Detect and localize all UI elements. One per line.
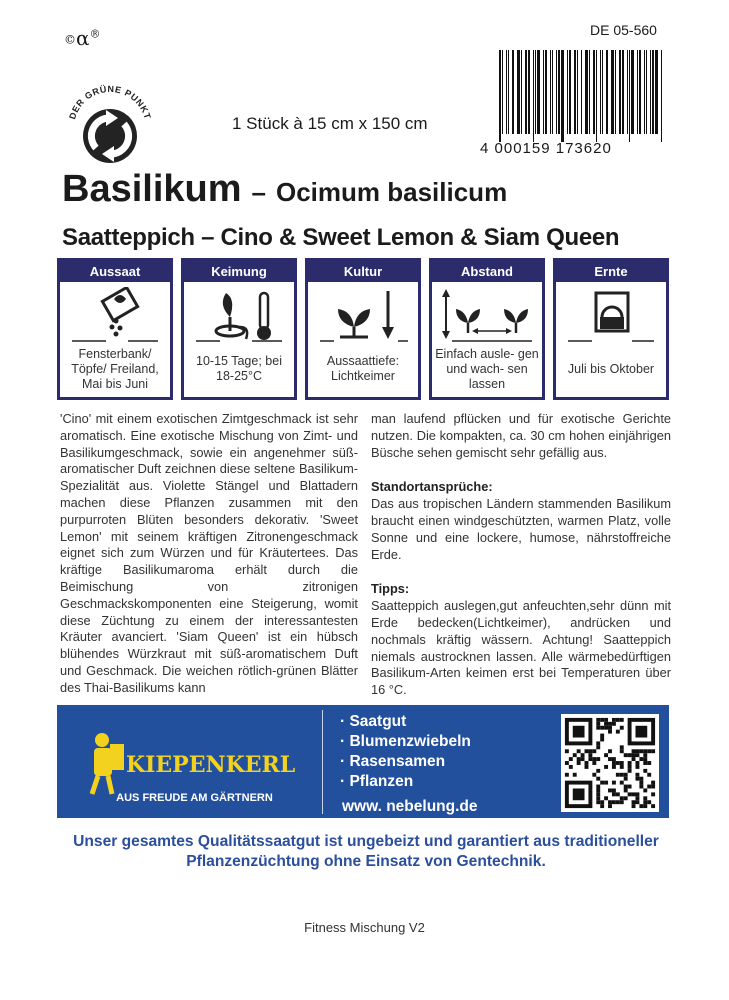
qr-module [588, 749, 592, 753]
qr-module [620, 761, 624, 765]
page-title [62, 168, 507, 211]
qr-module [612, 722, 616, 726]
barcode-bar [508, 50, 509, 134]
qr-module [635, 749, 639, 753]
barcode-bar [606, 50, 608, 134]
panel-label: Abstand [432, 261, 542, 282]
qr-module [635, 753, 639, 757]
qr-module [651, 749, 655, 753]
barcode-bar [650, 50, 651, 134]
qr-module [651, 804, 655, 808]
qr-module [596, 726, 600, 730]
qr-module [651, 785, 655, 789]
barcode-bar [600, 50, 601, 134]
qr-module [643, 796, 647, 800]
qr-module [647, 785, 651, 789]
spacing-arrows-icon [438, 287, 536, 343]
qr-module [592, 757, 596, 761]
panel-text: Einfach ausle- gen und wach- sen lassen [435, 346, 539, 391]
qr-module [612, 792, 616, 796]
product-item: · Blumenzwiebeln [340, 732, 471, 752]
qr-module [596, 745, 600, 749]
qr-module [635, 800, 639, 804]
qr-module [639, 749, 643, 753]
barcode-bar [550, 50, 551, 134]
subtitle: Saatteppich – Cino & Sweet Lemon & Siam Queen [62, 224, 620, 251]
qr-module [581, 757, 585, 761]
qr-module [632, 753, 636, 757]
barcode-bar [499, 50, 501, 142]
qr-module [588, 757, 592, 761]
qr-module [647, 800, 651, 804]
qr-module [565, 773, 569, 777]
qr-module [573, 773, 577, 777]
qr-module [569, 757, 573, 761]
barcode-bar [517, 50, 520, 134]
qr-module [596, 718, 600, 722]
qr-module [585, 749, 589, 753]
qr-module [639, 785, 643, 789]
qr-module [608, 722, 612, 726]
qr-module [608, 726, 612, 730]
barcode-bar [552, 50, 553, 134]
qr-module [596, 722, 600, 726]
panel-label: Aussaat [60, 261, 170, 282]
barcode-bar [661, 50, 662, 142]
latin-name: Ocimum basilicum [276, 177, 508, 207]
qr-module [616, 718, 620, 722]
barcode-bar [556, 50, 557, 134]
barcode-digits: 4 000159 173620 [480, 140, 612, 157]
qr-module [596, 757, 600, 761]
qr-module [635, 761, 639, 765]
qr-module [628, 761, 632, 765]
qr-module [639, 757, 643, 761]
qr-module [632, 800, 636, 804]
alpha-trademark-logo: ©α® [64, 26, 101, 50]
panel-label: Keimung [184, 261, 294, 282]
qr-module [608, 804, 612, 808]
qr-module [612, 781, 616, 785]
qr-module [581, 753, 585, 757]
barcode-bar [581, 50, 582, 134]
qr-module [624, 777, 628, 781]
qr-module [643, 769, 647, 773]
qr-module [569, 765, 573, 769]
info-column [371, 411, 671, 699]
barcode-bar [631, 50, 634, 134]
qr-module [643, 761, 647, 765]
qr-module [616, 761, 620, 765]
barcode-bar [622, 50, 624, 134]
seedling-thermometer-icon [190, 287, 288, 343]
barcode-bar [577, 50, 578, 134]
qr-module [643, 749, 647, 753]
qr-module [596, 792, 600, 796]
qr-module [596, 785, 600, 789]
qr-module [616, 773, 620, 777]
qr-module [620, 749, 624, 753]
qr-module [600, 738, 604, 742]
plant-name: Basilikum [62, 168, 242, 210]
qr-module [604, 796, 608, 800]
qr-module [600, 800, 604, 804]
qr-module [596, 796, 600, 800]
package-size: 1 Stück à 15 cm x 150 cm [232, 114, 428, 133]
qr-module [616, 792, 620, 796]
panel-aussaat [57, 258, 173, 400]
quality-note: Unser gesamtes Qualitätssaatgut ist ungebeizt und garantiert aus traditioneller Pflanzenzüchtung ohne Einsatz von Gentechnik. [73, 833, 659, 870]
qr-module [604, 726, 608, 730]
footer-text: Fitness Mischung V2 [304, 920, 425, 935]
qr-module [573, 753, 577, 757]
qr-module [596, 741, 600, 745]
qr-module [577, 749, 581, 753]
barcode-bar [506, 50, 507, 134]
qr-module [620, 781, 624, 785]
qr-module [620, 796, 624, 800]
barcode-bar [528, 50, 530, 134]
tips-heading: Tipps: [371, 581, 410, 597]
qr-module [608, 788, 612, 792]
qr-module [612, 800, 616, 804]
barcode-bar [574, 50, 576, 134]
qr-module [596, 800, 600, 804]
qr-code[interactable] [561, 714, 659, 812]
qr-module [620, 765, 624, 769]
barcode-bar [569, 50, 571, 134]
qr-module [643, 804, 647, 808]
qr-module [620, 800, 624, 804]
qr-module [600, 718, 604, 722]
qr-module [651, 781, 655, 785]
panel-ernte [553, 258, 669, 400]
band-divider [322, 710, 323, 814]
qr-module [604, 722, 608, 726]
qr-module [592, 749, 596, 753]
panel-text: Aussaattiefe: Lichtkeimer [326, 354, 400, 383]
panel-text: Fensterbank/ Töpfe/ Freiland, Mai bis Juni [71, 346, 159, 391]
green-dot-icon [60, 78, 160, 178]
qr-module [600, 804, 604, 808]
description-paragraph: 'Cino' mit einem exotischen Zimtgeschmack ist sehr aromatisch. Eine exotische Mischung von Zimt- und Basilikumgeschmack, sowie ein angenehmer süß-aromatischer Duft zeichnen diese seltene Basilikum-Spezialität aus. Violette Stängel und Blattadern machen diese Pflanzen zusammen mit den purpurroten Blüten besonders dekorativ. 'Sweet Lemon' mit seinem kräftigen Zitronengeschmack eignet sich zum Würzen und für Kräutertees. Das kräftige Basilikumaroma erhält durch die Beimischung von zitronigen Geschmackskomponenten eine Steigerung, womit diese Züchtung zu einem der interessantesten Kräuter avanciert. 'Siam Queen' ist ein hübsch blühendes Würzkraut mit süß-aromatischem Duft und Geschmack. Die weichen rötlich-grünen Blätter des Thai-Basilikums kann [60, 411, 358, 695]
barcode-bar [533, 50, 534, 142]
qr-module [635, 796, 639, 800]
qr-module [624, 753, 628, 757]
barcode-bar [627, 50, 628, 134]
description-text [60, 411, 358, 697]
qr-module [588, 753, 592, 757]
qr-module [592, 773, 596, 777]
harvest-basket-icon [562, 287, 660, 343]
barcode-bar [639, 50, 641, 134]
barcode-bar [652, 50, 654, 134]
product-item: · Saatgut [340, 712, 471, 732]
location-text: Das aus tropischen Ländern stammenden Basilikum braucht einen windgeschützten, warmen Platz, volle Sonne und eine lockere, humose, nährstoffreiche Erde. [371, 496, 671, 562]
qr-module [592, 761, 596, 765]
barcode-bar [637, 50, 638, 134]
qr-module [632, 792, 636, 796]
qr-module [612, 761, 616, 765]
qr-module [639, 781, 643, 785]
brand-name: KIEPENKERL [126, 752, 296, 778]
barcode-bar [596, 50, 597, 142]
barcode-bar [585, 50, 588, 134]
barcode [497, 50, 667, 142]
qr-module [604, 718, 608, 722]
panel-label: Kultur [308, 261, 418, 282]
qr-module [608, 800, 612, 804]
barcode-bar [535, 50, 536, 134]
qr-module [639, 777, 643, 781]
barcode-bar [502, 50, 503, 134]
qr-module [635, 765, 639, 769]
qr-module [635, 773, 639, 777]
qr-module [632, 804, 636, 808]
barcode-bar [537, 50, 540, 134]
qr-module [577, 757, 581, 761]
panel-kultur [305, 258, 421, 400]
barcode-bar [545, 50, 547, 134]
qr-module [624, 796, 628, 800]
qr-module [600, 726, 604, 730]
qr-module [612, 718, 616, 722]
qr-module [635, 726, 647, 738]
qr-module [635, 792, 639, 796]
article-number: DE 05-560 [590, 22, 657, 38]
qr-module [635, 777, 639, 781]
barcode-bar [611, 50, 614, 134]
qr-module [643, 800, 647, 804]
qr-module [628, 753, 632, 757]
barcode-bar [629, 50, 630, 142]
plant-shovel-icon [314, 287, 412, 343]
qr-module [585, 765, 589, 769]
qr-module [632, 749, 636, 753]
barcode-bar [589, 50, 590, 134]
qr-module [628, 765, 632, 769]
barcode-bar [655, 50, 658, 134]
barcode-bar [646, 50, 647, 134]
panel-label: Ernte [556, 261, 666, 282]
qr-module [608, 749, 612, 753]
qr-module [573, 788, 585, 800]
qr-module [604, 753, 608, 757]
tips-text: Saatteppich auslegen,gut anfeuchten,sehr dünn mit Erde bedecken(Lichtkeimer), andrücken und nochmals kräftig wässern. Achtung! Saatteppich niemals austrocknen lassen. Alle wärmebedürftigen Basilikum-Arten keimen erst bei Temperaturen über 16 °C. [371, 598, 671, 698]
description-continued: man laufend pflücken und für exotische Gerichte nutzen. Die kompakten, ca. 30 cm hohen einjährigen Büsche sehen gemischt sehr gefällig aus. [371, 411, 671, 460]
panel-text: 10-15 Tage; bei 18-25°C [196, 354, 282, 383]
qr-module [616, 730, 620, 734]
qr-module [647, 761, 651, 765]
qr-module [628, 785, 632, 789]
panel-keimung [181, 258, 297, 400]
qr-module [651, 792, 655, 796]
brand-slogan: AUS FREUDE AM GÄRTNERN [116, 792, 273, 804]
barcode-bar [521, 50, 522, 134]
barcode-bar [558, 50, 560, 134]
qr-module [620, 773, 624, 777]
qr-module [647, 749, 651, 753]
qr-module [596, 769, 600, 773]
product-item: · Rasensamen [340, 752, 471, 772]
qr-module [643, 753, 647, 757]
barcode-bar [602, 50, 603, 134]
title-separator: – [251, 177, 266, 207]
barcode-bar [512, 50, 514, 134]
qr-module [600, 781, 604, 785]
location-heading: Standortansprüche: [371, 479, 493, 495]
barcode-bar [619, 50, 621, 134]
qr-module [612, 757, 616, 761]
qr-module [639, 804, 643, 808]
qr-module [620, 726, 624, 730]
qr-module [565, 749, 569, 753]
qr-module [608, 730, 612, 734]
website-link[interactable]: www. nebelung.de [342, 798, 478, 815]
qr-module [616, 800, 620, 804]
seed-packet-icon [66, 287, 164, 343]
info-panels [57, 258, 669, 400]
product-item: · Pflanzen [340, 772, 471, 792]
qr-module [596, 788, 600, 792]
qr-module [604, 781, 608, 785]
panel-text: Juli bis Oktober [567, 361, 655, 376]
qr-module [612, 788, 616, 792]
qr-module [624, 788, 628, 792]
qr-module [628, 792, 632, 796]
qr-module [643, 788, 647, 792]
barcode-bar [543, 50, 544, 134]
qr-module [573, 726, 585, 738]
qr-module [585, 761, 589, 765]
qr-module [632, 757, 636, 761]
barcode-bar [525, 50, 527, 134]
barcode-bar [561, 50, 564, 142]
barcode-bar [644, 50, 645, 134]
barcode-bar [567, 50, 568, 134]
qr-module [620, 718, 624, 722]
green-dot-label: DER GRÜNE PUNKT [67, 83, 153, 121]
qr-module [643, 757, 647, 761]
qr-module [577, 761, 581, 765]
barcode-bar [615, 50, 616, 134]
qr-module [565, 761, 569, 765]
qr-module [647, 773, 651, 777]
qr-module [596, 777, 600, 781]
qr-module [624, 785, 628, 789]
qr-module [628, 769, 632, 773]
qr-module [600, 734, 604, 738]
panel-abstand [429, 258, 545, 400]
barcode-bar [593, 50, 595, 134]
product-list [340, 712, 471, 792]
qr-module [608, 757, 612, 761]
qr-module [604, 765, 608, 769]
qr-module [624, 773, 628, 777]
qr-module [612, 765, 616, 769]
qr-module [620, 745, 624, 749]
